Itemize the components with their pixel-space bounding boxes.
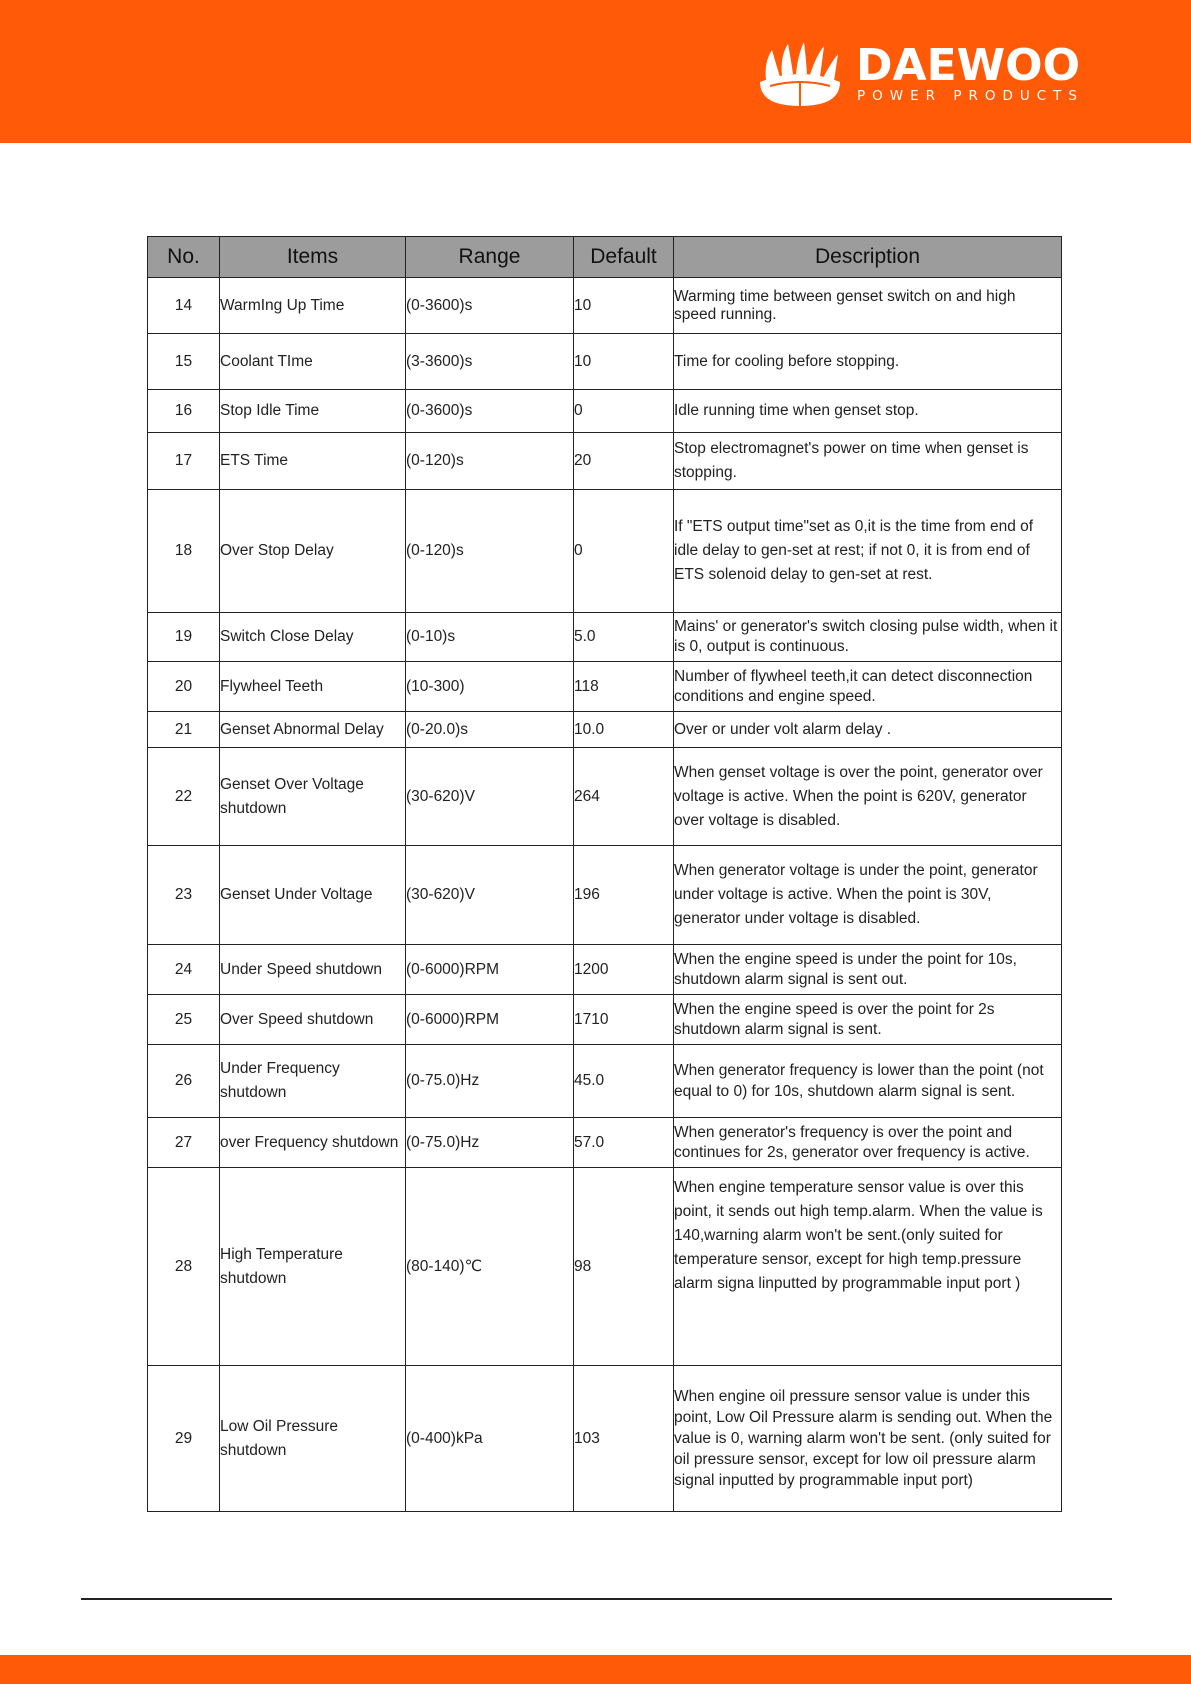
- row-default: 10.0: [574, 712, 674, 748]
- row-default: 103: [574, 1366, 674, 1512]
- row-item: ETS Time: [220, 433, 406, 490]
- row-item: Over Speed shutdown: [220, 995, 406, 1045]
- table-row: [148, 748, 1062, 846]
- row-description: Over or under volt alarm delay .: [674, 712, 1062, 748]
- row-range: (0-6000)RPM: [406, 995, 574, 1045]
- row-description: When engine oil pressure sensor value is under this point, Low Oil Pressure alarm is sending out. When the value is 0, warning alarm won't be sent. (only suited for oil pressure sensor, except for low oil pressure alarm signal inputted by programmable input port): [674, 1366, 1062, 1512]
- row-range: (0-120)s: [406, 490, 574, 613]
- row-no: 14: [148, 278, 220, 334]
- row-description: Stop electromagnet's power on time when genset is stopping.: [674, 433, 1062, 490]
- table-row: [148, 662, 1062, 712]
- table-header-row: [148, 237, 1062, 278]
- table-row: [148, 712, 1062, 748]
- row-range: (0-400)kPa: [406, 1366, 574, 1512]
- row-no: 17: [148, 433, 220, 490]
- row-default: 5.0: [574, 613, 674, 662]
- row-range: (30-620)V: [406, 748, 574, 846]
- row-no: 22: [148, 748, 220, 846]
- row-item: High Temperature shutdown: [220, 1168, 406, 1366]
- row-item: Flywheel Teeth: [220, 662, 406, 712]
- row-description: Warming time between genset switch on and high speed running.: [674, 278, 1062, 334]
- table-row: [148, 1168, 1062, 1366]
- row-default: 1710: [574, 995, 674, 1045]
- row-range: (3-3600)s: [406, 334, 574, 390]
- table-row: [148, 390, 1062, 433]
- row-no: 28: [148, 1168, 220, 1366]
- row-default: 20: [574, 433, 674, 490]
- row-range: (0-3600)s: [406, 278, 574, 334]
- row-item: Low Oil Pressure shutdown: [220, 1366, 406, 1512]
- row-no: 18: [148, 490, 220, 613]
- row-description: When genset voltage is over the point, generator over voltage is active. When the point is 620V, generator over voltage is disabled.: [674, 748, 1062, 846]
- row-item: Under Speed shutdown: [220, 945, 406, 995]
- table-row: [148, 334, 1062, 390]
- row-default: 196: [574, 846, 674, 945]
- row-item: Genset Over Voltage shutdown: [220, 748, 406, 846]
- row-default: 10: [574, 278, 674, 334]
- row-range: (10-300): [406, 662, 574, 712]
- row-item: Under Frequency shutdown: [220, 1045, 406, 1118]
- row-no: 27: [148, 1118, 220, 1168]
- row-description: Mains' or generator's switch closing pulse width, when it is 0, output is continuous.: [674, 613, 1062, 662]
- row-range: (0-75.0)Hz: [406, 1045, 574, 1118]
- table-row: [148, 278, 1062, 334]
- daewoo-logo: [756, 40, 1084, 108]
- brand-tagline: POWER PRODUCTS: [857, 88, 1084, 104]
- row-no: 20: [148, 662, 220, 712]
- row-range: (0-6000)RPM: [406, 945, 574, 995]
- row-default: 0: [574, 390, 674, 433]
- row-default: 57.0: [574, 1118, 674, 1168]
- row-no: 24: [148, 945, 220, 995]
- header-default: Default: [574, 237, 674, 278]
- row-item: Coolant TIme: [220, 334, 406, 390]
- header-band: [0, 0, 1191, 143]
- row-no: 19: [148, 613, 220, 662]
- row-description: If "ETS output time"set as 0,it is the time from end of idle delay to gen-set at rest; if not 0, it is from end of ETS solenoid delay to gen-set at rest.: [674, 490, 1062, 613]
- table-row: [148, 995, 1062, 1045]
- header-no: No.: [148, 237, 220, 278]
- row-no: 23: [148, 846, 220, 945]
- row-item: Stop Idle Time: [220, 390, 406, 433]
- footer-band: [0, 1655, 1191, 1684]
- footer-divider: [81, 1598, 1112, 1600]
- table-row: [148, 1366, 1062, 1512]
- row-no: 25: [148, 995, 220, 1045]
- row-range: (0-75.0)Hz: [406, 1118, 574, 1168]
- row-no: 15: [148, 334, 220, 390]
- row-description: When generator voltage is under the point, generator under voltage is active. When the point is 30V, generator under voltage is disabled.: [674, 846, 1062, 945]
- row-default: 118: [574, 662, 674, 712]
- row-default: 1200: [574, 945, 674, 995]
- row-no: 21: [148, 712, 220, 748]
- table-row: [148, 1045, 1062, 1118]
- table-row: [148, 1118, 1062, 1168]
- row-item: Genset Under Voltage: [220, 846, 406, 945]
- table-row: [148, 846, 1062, 945]
- table-row: [148, 490, 1062, 613]
- row-description: Number of flywheel teeth,it can detect disconnection conditions and engine speed.: [674, 662, 1062, 712]
- row-no: 26: [148, 1045, 220, 1118]
- row-range: (0-20.0)s: [406, 712, 574, 748]
- parameter-table: [147, 236, 1062, 1512]
- brand-name: DAEWOO: [856, 40, 1080, 91]
- table-row: [148, 613, 1062, 662]
- row-default: 10: [574, 334, 674, 390]
- row-item: over Frequency shutdown: [220, 1118, 406, 1168]
- table-row: [148, 433, 1062, 490]
- row-item: Switch Close Delay: [220, 613, 406, 662]
- row-description: When the engine speed is over the point for 2s shutdown alarm signal is sent.: [674, 995, 1062, 1045]
- row-description: When generator frequency is lower than the point (not equal to 0) for 10s, shutdown alarm signal is sent.: [674, 1045, 1062, 1118]
- row-no: 16: [148, 390, 220, 433]
- row-no: 29: [148, 1366, 220, 1512]
- row-default: 98: [574, 1168, 674, 1366]
- daewoo-emblem-icon: [756, 42, 844, 108]
- row-description: When generator's frequency is over the point and continues for 2s, generator over frequency is active.: [674, 1118, 1062, 1168]
- table-row: [148, 945, 1062, 995]
- header-range: Range: [406, 237, 574, 278]
- row-item: Genset Abnormal Delay: [220, 712, 406, 748]
- row-range: (80-140)℃: [406, 1168, 574, 1366]
- row-description: Time for cooling before stopping.: [674, 334, 1062, 390]
- row-range: (30-620)V: [406, 846, 574, 945]
- row-default: 264: [574, 748, 674, 846]
- row-description: Idle running time when genset stop.: [674, 390, 1062, 433]
- row-default: 45.0: [574, 1045, 674, 1118]
- row-range: (0-3600)s: [406, 390, 574, 433]
- row-description: When engine temperature sensor value is over this point, it sends out high temp.alarm. When the value is 140,warning alarm won't be sent.(only suited for temperature sensor, except for high temp.pressure alarm signa linputted by programmable input port ): [674, 1168, 1062, 1366]
- row-range: (0-120)s: [406, 433, 574, 490]
- row-range: (0-10)s: [406, 613, 574, 662]
- header-items: Items: [220, 237, 406, 278]
- header-description: Description: [674, 237, 1062, 278]
- row-description: When the engine speed is under the point for 10s, shutdown alarm signal is sent out.: [674, 945, 1062, 995]
- row-item: WarmIng Up Time: [220, 278, 406, 334]
- row-item: Over Stop Delay: [220, 490, 406, 613]
- row-default: 0: [574, 490, 674, 613]
